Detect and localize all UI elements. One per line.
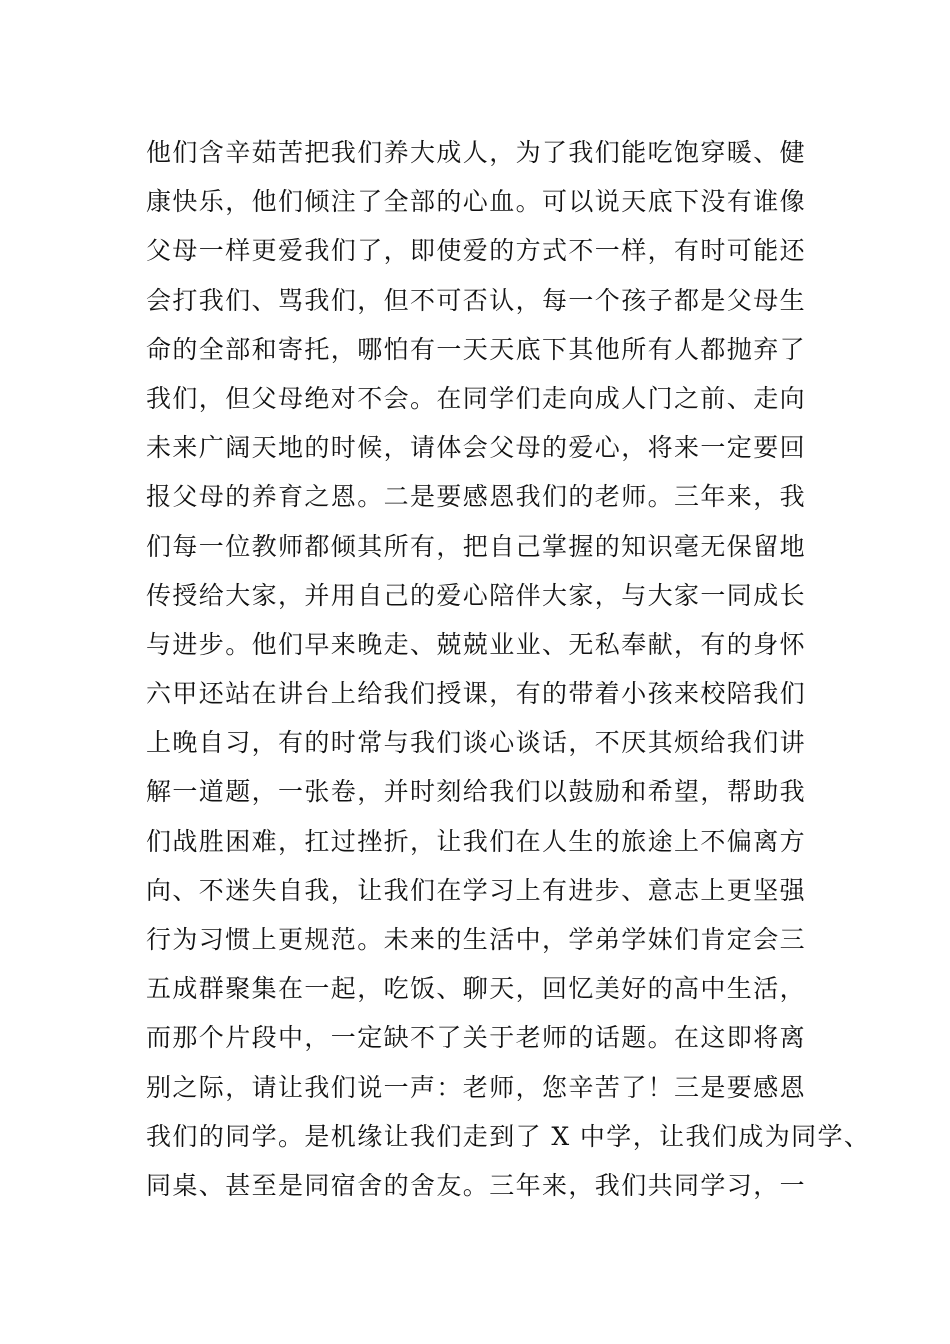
text-line-16: 向、不迷失自我，让我们在学习上有进步、意志上更坚强: [146, 875, 807, 905]
text-line-1: 他们含辛茹苦把我们养大成人，为了我们能吃饱穿暖、健: [146, 138, 807, 167]
text-line-13: 上晚自习，有的时常与我们谈心谈话，不厌其烦给我们讲: [146, 728, 807, 758]
text-line-14: 解一道题，一张卷，并时刻给我们以鼓励和希望，帮助我: [146, 777, 807, 807]
text-line-15: 们战胜困难，扛过挫折，让我们在人生的旅途上不偏离方: [146, 826, 807, 856]
text-line-19: 而那个片段中，一定缺不了关于老师的话题。在这即将离: [146, 1023, 807, 1053]
text-line-9: 们每一位教师都倾其所有，把自己掌握的知识毫无保留地: [146, 531, 807, 561]
text-line-10: 传授给大家，并用自己的爱心陪伴大家，与大家一同成长: [146, 580, 807, 610]
text-line-20: 别之际，请让我们说一声：老师，您辛苦了！三是要感恩: [146, 1072, 807, 1102]
text-line-17: 行为习惯上更规范。未来的生活中，学弟学妹们肯定会三: [146, 925, 807, 954]
text-line-2: 康快乐，他们倾注了全部的心血。可以说天底下没有谁像: [146, 187, 807, 217]
text-line-21: 我们的同学。是机缘让我们走到了 X 中学，让我们成为同学、: [146, 1121, 871, 1151]
text-line-5: 命的全部和寄托，哪怕有一天天底下其他所有人都抛弃了: [146, 334, 807, 364]
text-line-8: 报父母的养育之恩。二是要感恩我们的老师。三年来，我: [146, 482, 807, 512]
text-line-22: 同桌、甚至是同宿舍的舍友。三年来，我们共同学习，一: [146, 1170, 807, 1200]
text-line-7: 未来广阔天地的时候，请体会父母的爱心，将来一定要回: [146, 433, 807, 463]
body-text: [146, 128, 871, 1210]
text-line-6: 我们，但父母绝对不会。在同学们走向成人门之前、走向: [146, 383, 807, 413]
text-line-3: 父母一样更爱我们了，即使爱的方式不一样，有时可能还: [146, 236, 807, 266]
text-line-12: 六甲还站在讲台上给我们授课，有的带着小孩来校陪我们: [146, 679, 807, 709]
text-line-11: 与进步。他们早来晚走、兢兢业业、无私奉献，有的身怀: [146, 629, 807, 659]
text-line-18: 五成群聚集在一起，吃饭、聊天，回忆美好的高中生活，: [146, 974, 807, 1004]
text-line-4: 会打我们、骂我们，但不可否认，每一个孩子都是父母生: [146, 285, 807, 315]
